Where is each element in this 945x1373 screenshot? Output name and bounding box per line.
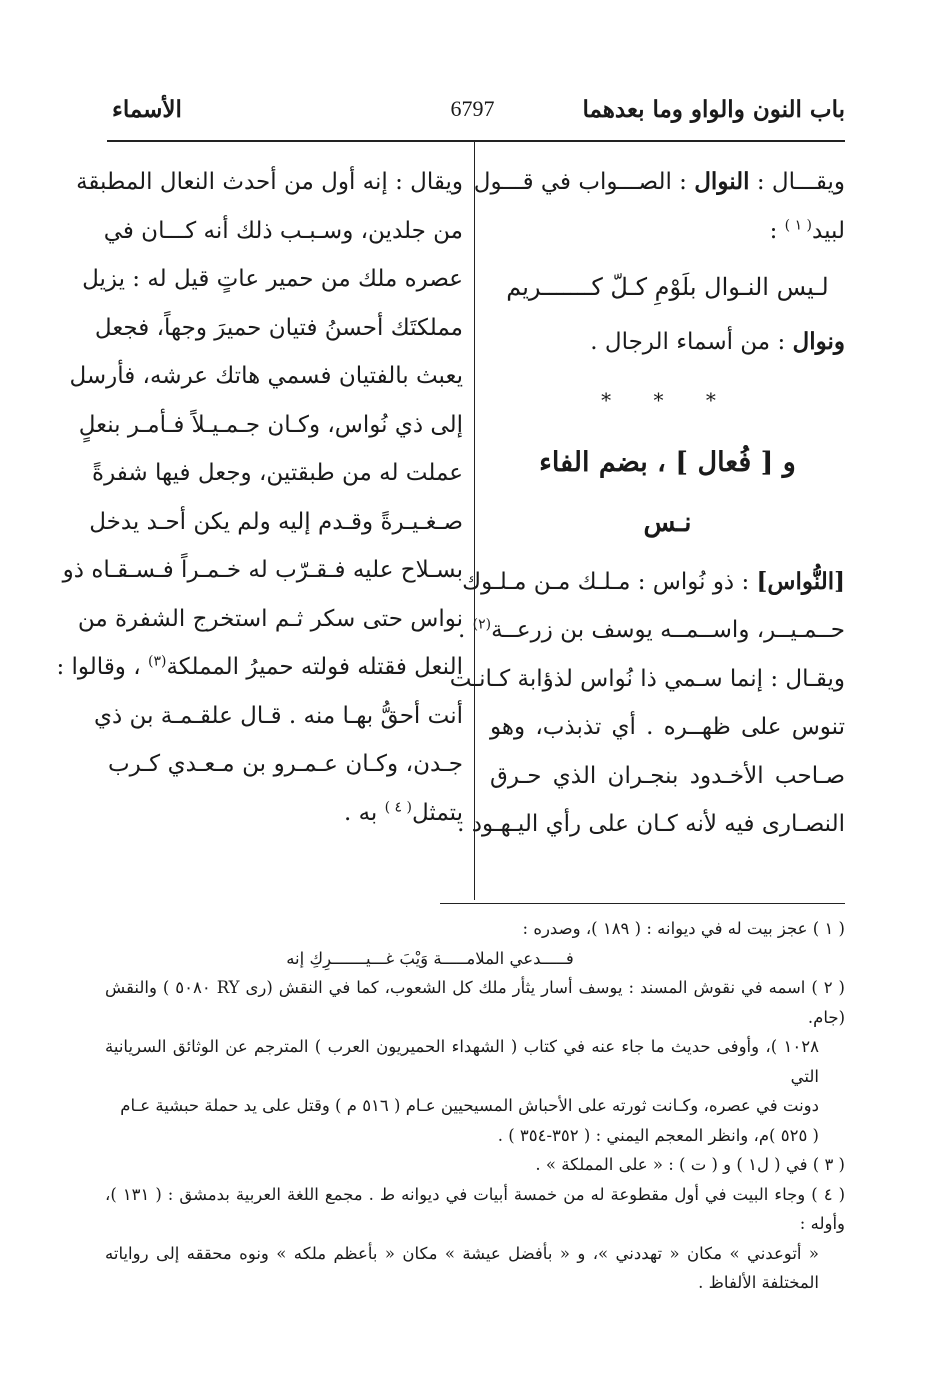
page-number: 6797 <box>450 96 495 121</box>
footnotes <box>105 914 845 1298</box>
footnote-2-cont3: ( ٥٢٥ )م، وانظر المعجم اليمني : ( ٣٥٢-٣٥٤ ) . <box>497 1125 819 1145</box>
footnote-rule <box>440 903 845 904</box>
section-stars: * * * <box>601 388 734 412</box>
term-nawal: النوال <box>694 168 750 195</box>
footnote-3: ( ٣ ) في ( ل١ ) و ( ت ) : « على المملكة » . <box>535 1155 845 1174</box>
chapter-title: باب النون والواو وما بعدهما <box>582 96 845 123</box>
verse: لـيس النـوال بلَوْمِ كـلّ كـــــــريم <box>506 273 829 301</box>
column-divider <box>474 142 475 900</box>
right-column <box>449 158 845 849</box>
root-heading: نـس <box>643 508 692 538</box>
footnote-1: ( ١ ) عجز بيت له في ديوانه : ( ١٨٩ )، وصدره : <box>522 919 845 938</box>
footnote-2-cont: ١٠٢٨ )، وأوفى حديث ما جاء عنه في كتاب ( الشهداء الحميريون العرب ) المترجم عن الوثائق السريانية التي <box>105 1037 819 1086</box>
footnote-2: ( ٢ ) اسمه في نقوش المسند : يوسف أسار يثأر ملك كل الشعوب، كما في النقش (رى RY ٥٠٨٠ ) والنقش (جام. <box>105 978 845 1027</box>
section-heading: و [ فُعال ] ، بضم الفاء <box>539 446 796 478</box>
left-column <box>56 158 463 837</box>
paragraph-nawal-name: ونوال : من أسماء الرجال . <box>590 327 845 355</box>
paragraph-nawal: ويقـــال : النوال : الصـــواب في قـــول لبيد$^{( ١ )}$ : <box>473 168 845 244</box>
footnote-ref-1: ( ١ ) <box>784 216 813 233</box>
paragraph-sandal-story: ويقال : إنه أول من أحدث النعال المطبقة من جلدين، وسـبـب ذلك أنه كـــان في عصره ملك من حمير عاتٍ قيل له : يزيل مملكتَك أحسنُ فتيان حميرَ وجهاً، فجعل يعبث بالفتيان فسمي هاتك عرشه، فأرسل إلى ذي نُواس، وكـان جـمـيـلاً فـأمـر بنعلٍ عملت له من طبقتين، وجعل فيها شفرةً صـغـيـرةً وقـدم إليه ولم يكن أحـد يدخل بسـلاح عليه فـقـرّب له خـمـراً فـسـقـاه ذو نواس حتى سكر ثـم استخرج الشفرة من النعل فقتله فولته حميرُ المملكة$^{(٣)}$ ، وقالوا : أنت أحقُّ بهـا منه . قـال علقـمـة بن ذي جـدن، وكـان عـمـرو بن مـعـدي كـرب يتمثل$^{( ٤ )}$ به . <box>56 169 463 826</box>
footnote-ref-4: ( ٤ ) <box>384 798 412 815</box>
footnote-ref-3: (٣) <box>147 653 167 670</box>
header-rule <box>107 140 845 142</box>
footnote-1-verse: فـــــدعي الملامـــــة وَيْبَ غـــيـــــــرِكِ إنه <box>286 948 574 968</box>
section-title-header: الأسماء <box>112 96 182 123</box>
term-nawal-name: ونوال <box>792 327 845 355</box>
footnote-4: ( ٤ ) وجاء البيت في أول مقطوعة له من خمسة أبيات في ديوانه ط . مجمع اللغة العربية بدمشق : ( ١٣١ )، وأوله : <box>105 1184 846 1233</box>
footnote-2-cont2: دونت في عصره، وكـانت ثورته على الأحباش المسيحيين عـام ( ٥١٦ م ) وقتل على يد حملة حبشية عـام <box>120 1096 819 1115</box>
footnote-4-cont: « أتوعدني » مكان « تهددني »، و « بأفضل عيشة » مكان « بأعظم ملكه » ونوه محققه إلى رواياته المختلفة الألفاظ . <box>105 1243 819 1292</box>
term-nuwas: [النُّواس] <box>756 567 845 595</box>
footnote-ref-2: (٢) <box>472 616 492 633</box>
entry-nuwas: [النُّواس] : ذو نُواس : مـلـك مـن مـلـوك حــمـيــر، واســمــه يوسف بن زرعــة$^{(٢)}$ . ويقـال : إنما سـمي ذا نُواس لذؤابة كـانـت تنوس على ظهــره . أي تذبذب، وهو صـاحب الأخـدود بنجـران الذي حـرق النصـارى فيه لأنه كـان على رأي اليـهـود . <box>449 567 845 837</box>
